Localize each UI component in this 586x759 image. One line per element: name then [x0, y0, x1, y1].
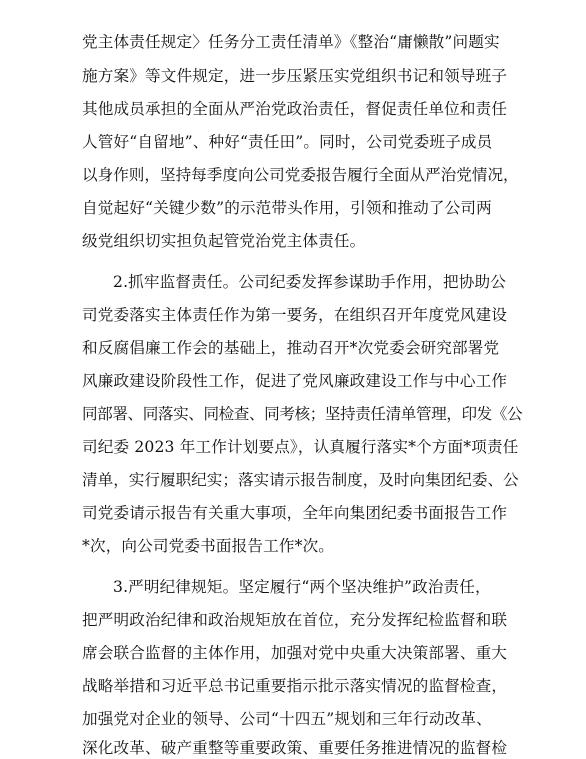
text-line: 司党委落实主体责任作为第一要务，在组织召开年度党风建设: [82, 306, 508, 324]
text-line: 司党委请示报告有关重大事项，全年向集团纪委书面报告工作: [82, 504, 508, 522]
text-line: *次，向公司党委书面报告工作*次。: [82, 537, 335, 555]
text-line: 和反腐倡廉工作会的基础上，推动召开*次党委会研究部署党: [82, 339, 500, 357]
text-line: 把严明政治纪律和政治规矩放在首位，充分发挥纪检监督和联: [82, 611, 508, 629]
text-line: 席会联合监督的主体作用，加强对党中央重大决策部署、重大: [82, 644, 508, 662]
text-line: 施方案》等文件规定，进一步压紧压实党组织书记和领导班子: [82, 67, 508, 85]
text-line: 战略举措和习近平总书记重要指示批示落实情况的监督检查，: [82, 677, 508, 695]
text-line: 深化改革、破产重整等重要政策、重要任务推进情况的监督检: [82, 739, 508, 757]
text-line: 级党组织切实担负起管党治党主体责任。: [82, 232, 366, 250]
text-line: 风廉政建设阶段性工作，促进了党风廉政建设工作与中心工作: [82, 372, 508, 390]
text-line: 3.严明纪律规矩。坚定履行“两个坚决维护”政治责任，: [113, 578, 491, 596]
text-line: 加强党对企业的领导、公司“十四五”规划和三年行动改革、: [82, 710, 492, 728]
text-line: 同部署、同落实、同检查、同考核；坚持责任清单管理，印发《公: [82, 405, 523, 423]
text-line: 人管好“自留地”、种好“责任田”。同时，公司党委班子成员: [82, 133, 493, 151]
text-line: 其他成员承担的全面从严治党政治责任，督促责任单位和责任: [82, 100, 508, 118]
text-line: 2.抓牢监督责任。公司纪委发挥参谋助手作用，把协助公: [113, 273, 507, 291]
text-line: 清单，实行履职纪实；落实请示报告制度，及时向集团纪委、公: [82, 471, 519, 489]
text-line: 党主体责任规定〉任务分工责任清单》《整治“庸懒散”问题实: [82, 33, 500, 51]
text-line: 司纪委 2023 年工作计划要点》，认真履行落实*个方面*项责任: [82, 438, 519, 456]
text-line: 以身作则，坚持每季度向公司党委报告履行全面从严治党情况，: [82, 166, 519, 184]
text-line: 自觉起好“关键少数”的示范带头作用，引领和推动了公司两: [82, 199, 492, 217]
